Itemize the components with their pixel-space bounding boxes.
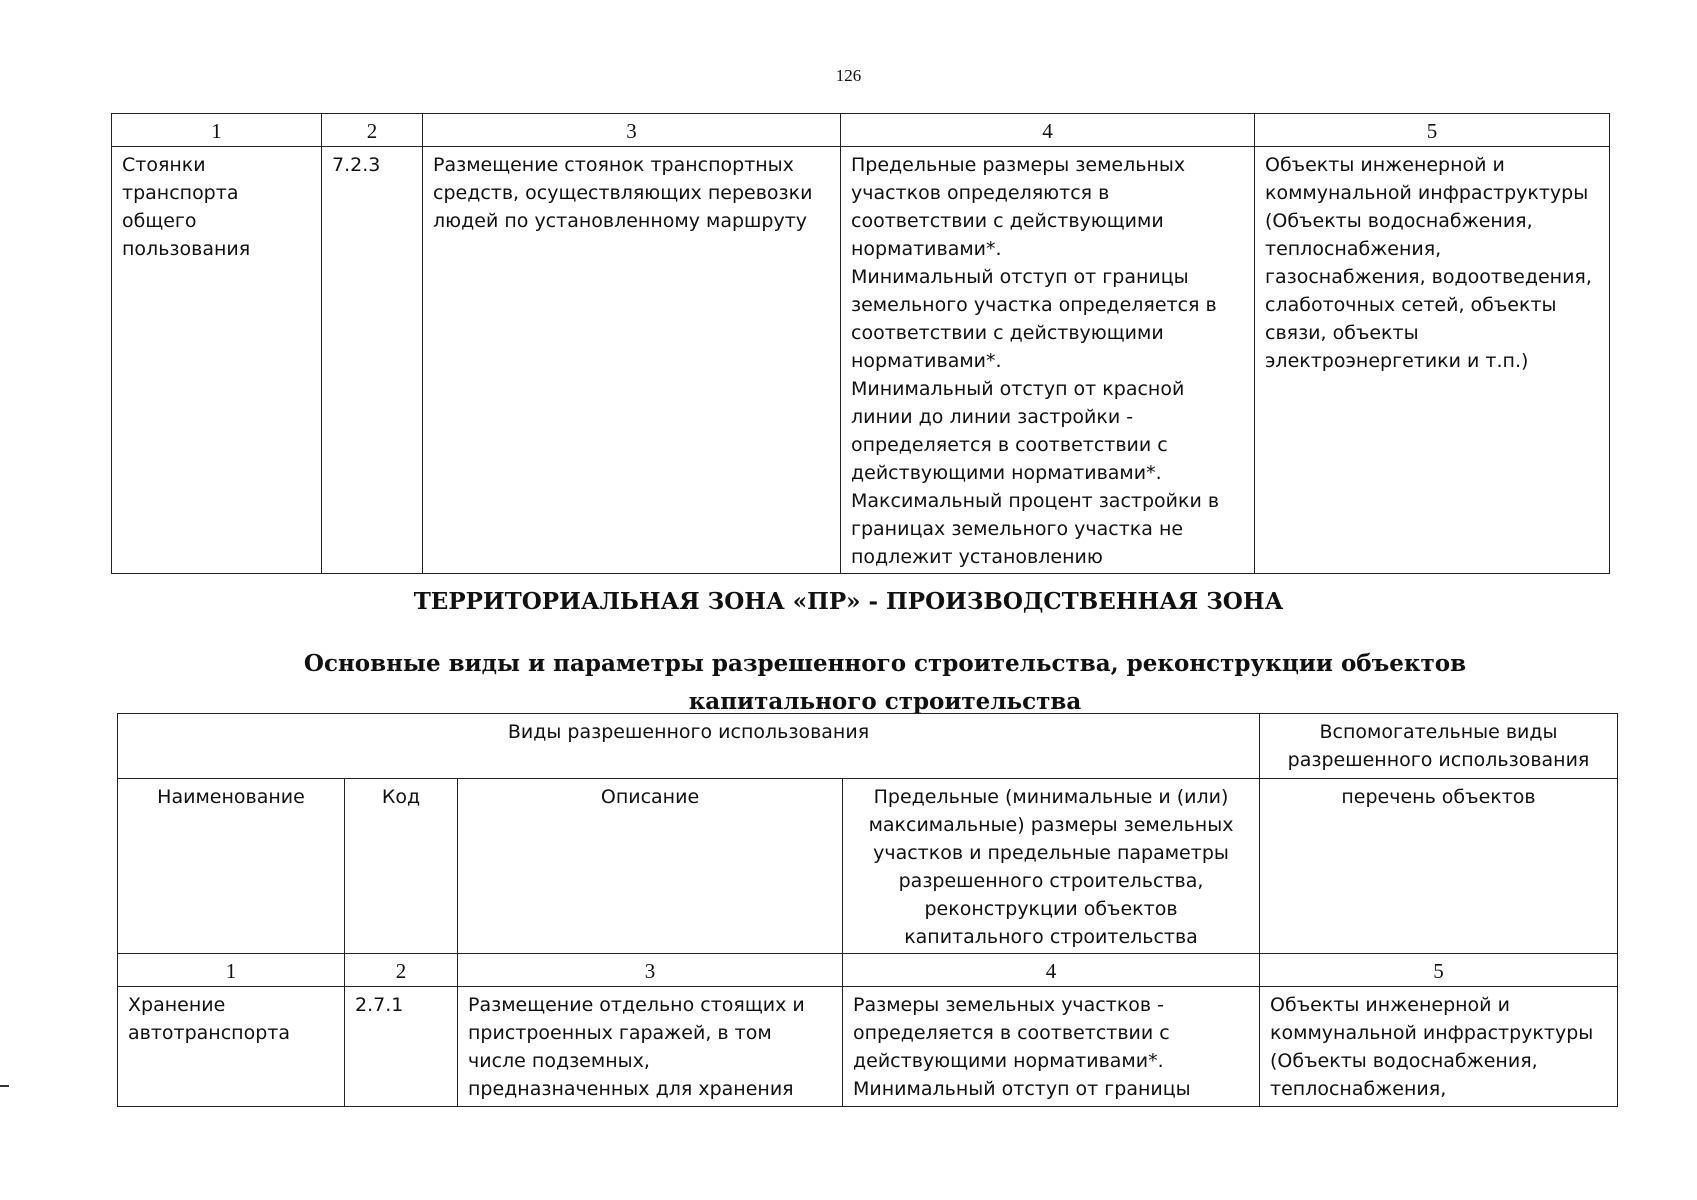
column-number-row (112, 114, 1610, 147)
parameter-line: Минимальный отступ от границы земельного участка определяется в соответствии с действующими нормативами*. (851, 266, 1217, 372)
cell-parameters (843, 987, 1260, 1107)
header-parameters: Предельные (минимальные и (или) максимальные) размеры земельных участков и предельные параметры разрешенного строительства, реконструкции объектов капитального строительства (843, 779, 1260, 954)
cell-description: Размещение стоянок транспортных средств, осуществляющих перевозки людей по установленному маршруту (423, 147, 841, 574)
column-number: 4 (841, 114, 1255, 147)
header-name: Наименование (118, 779, 345, 954)
column-number: 2 (345, 954, 458, 987)
cell-name: Стоянки транспорта общего пользования (112, 147, 322, 574)
cell-name: Хранение автотранспорта (118, 987, 345, 1107)
cell-code: 2.7.1 (345, 987, 458, 1107)
header-code: Код (345, 779, 458, 954)
zone-table (117, 713, 1618, 1107)
continued-table (111, 113, 1610, 574)
parameter-line: Максимальный процент застройки в границах земельного участка не подлежит установлению (851, 490, 1220, 568)
section-title: Основные виды и параметры разрешенного строительства, реконструкции объектов капитального строительства (303, 650, 1467, 715)
parameter-line: Минимальный отступ от границы (853, 1078, 1191, 1100)
zone-title: ТЕРРИТОРИАЛЬНАЯ ЗОНА «ПР» - ПРОИЗВОДСТВЕННАЯ ЗОНА (413, 588, 1284, 615)
column-header-row (118, 779, 1618, 954)
edge-mark (0, 1085, 9, 1087)
header-auxiliary-uses: Вспомогательные виды разрешенного использования (1260, 714, 1618, 779)
parameter-line: Минимальный отступ от красной линии до линии застройки - определяется в соответствии с действующими нормативами*. (851, 378, 1185, 484)
cell-description: Размещение отдельно стоящих и пристроенных гаражей, в том числе подземных, предназначенных для хранения (458, 987, 843, 1107)
column-number: 3 (423, 114, 841, 147)
column-number-row (118, 954, 1618, 987)
column-number: 5 (1260, 954, 1618, 987)
cell-code: 7.2.3 (322, 147, 423, 574)
cell-auxiliary: Объекты инженерной и коммунальной инфраструктуры (Объекты водоснабжения, теплоснабжения, (1260, 987, 1618, 1107)
column-number: 1 (118, 954, 345, 987)
column-number: 4 (843, 954, 1260, 987)
column-number: 1 (112, 114, 322, 147)
column-number: 2 (322, 114, 423, 147)
parameter-line: Предельные размеры земельных участков определяются в соответствии с действующими нормативами*. (851, 154, 1186, 260)
parameter-line: Размеры земельных участков - определяется в соответствии с действующими нормативами*. (853, 994, 1170, 1072)
table-row (112, 147, 1610, 574)
group-header-row (118, 714, 1618, 779)
column-number: 5 (1255, 114, 1610, 147)
header-permitted-uses: Виды разрешенного использования (118, 714, 1260, 779)
header-objects-list: перечень объектов (1260, 779, 1618, 954)
header-description: Описание (458, 779, 843, 954)
page-number: 126 (835, 66, 862, 85)
cell-parameters (841, 147, 1255, 574)
column-number: 3 (458, 954, 843, 987)
table-row (118, 987, 1618, 1107)
cell-auxiliary: Объекты инженерной и коммунальной инфраструктуры (Объекты водоснабжения, теплоснабжения, газоснабжения, водоотведения, слаботочных сетей, объекты связи, объекты электроэнергетики и т.п.) (1255, 147, 1610, 574)
